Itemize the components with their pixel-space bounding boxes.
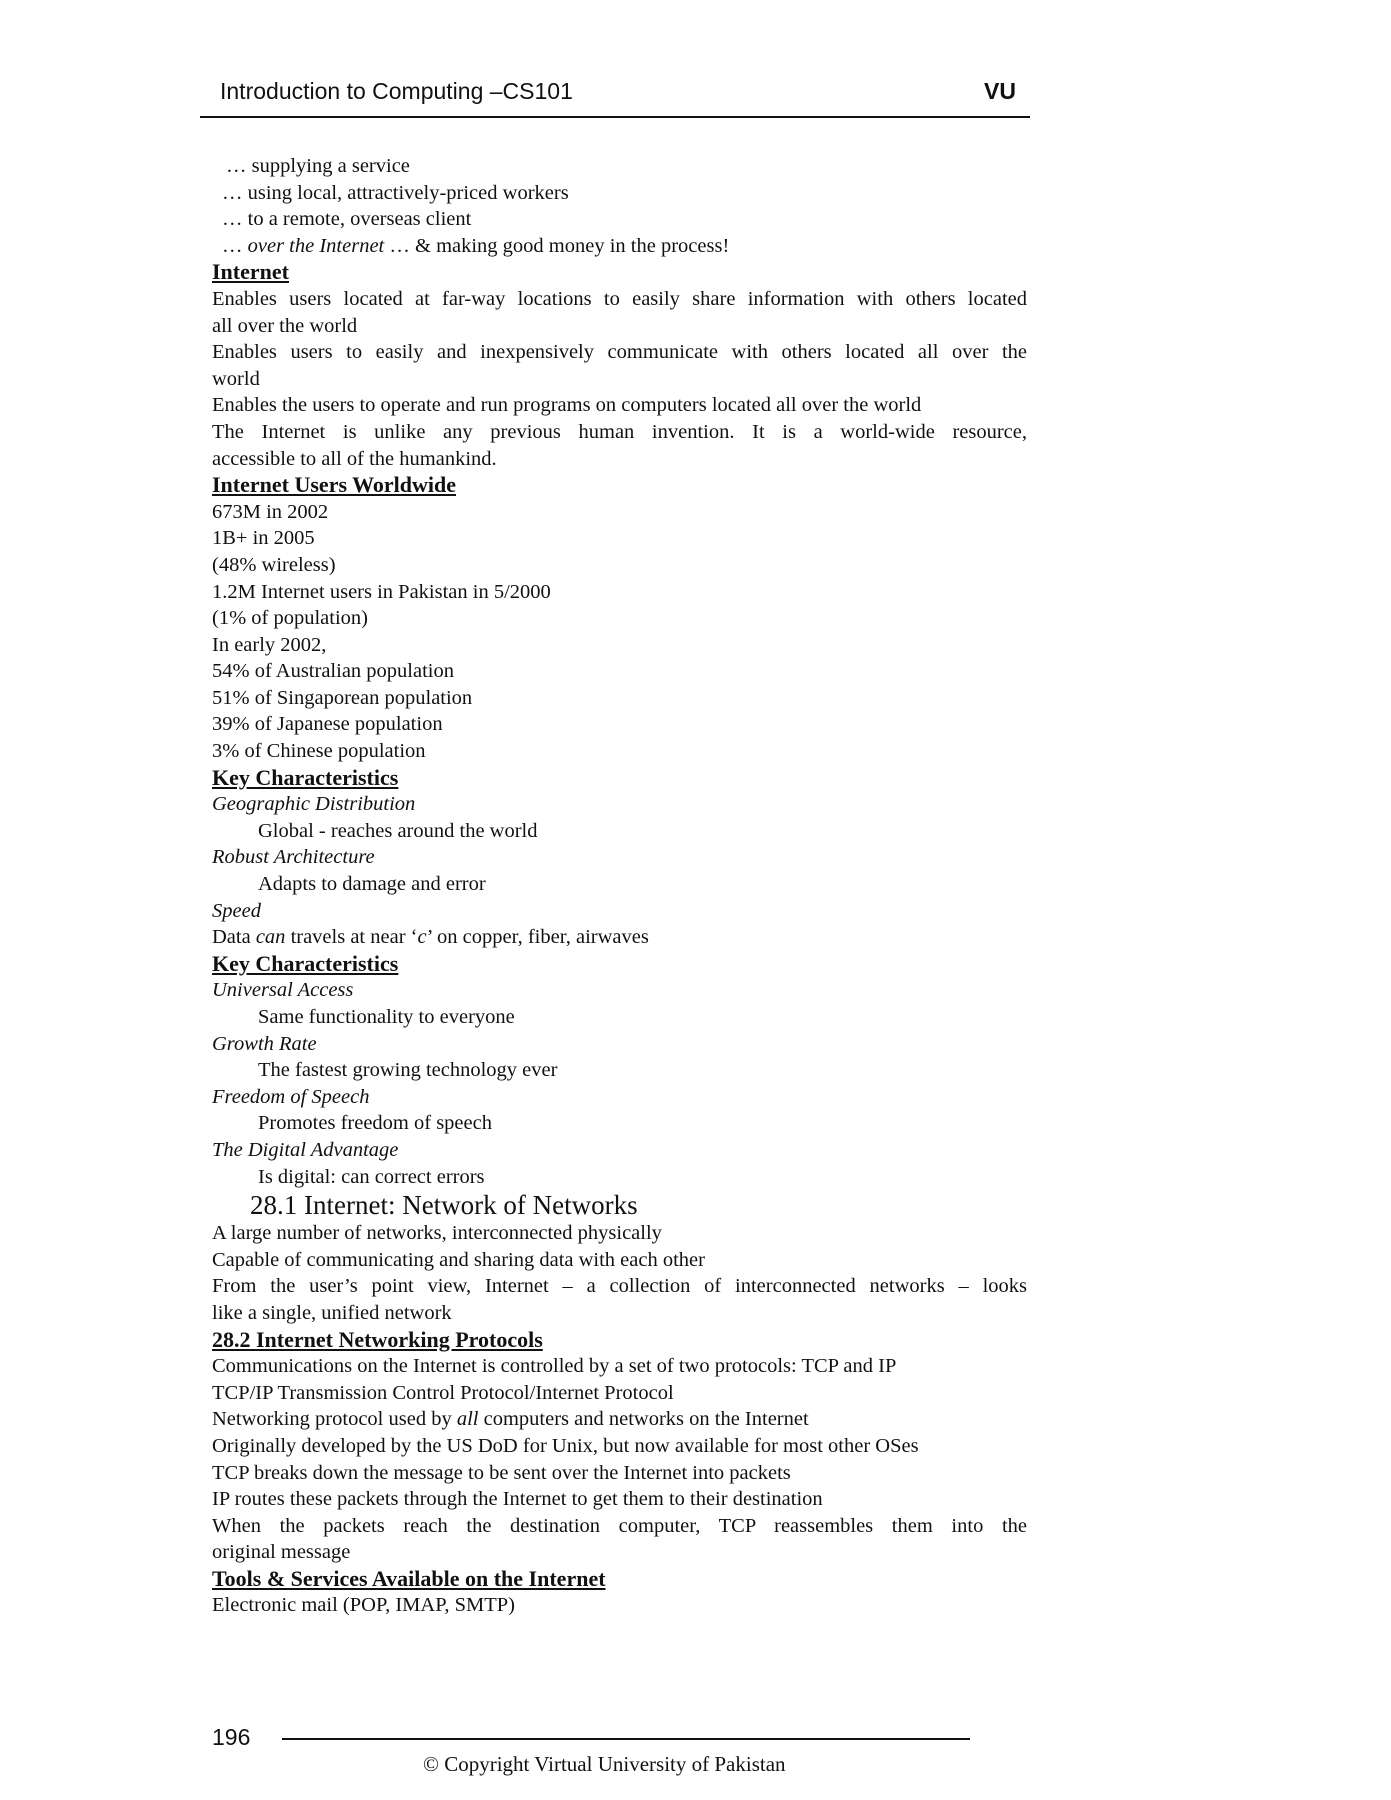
intro-line: … supplying a service [226,155,410,177]
characteristic-label: Universal Access [212,979,354,1002]
page-content [212,153,1027,1619]
paragraph-line: Electronic mail (POP, IMAP, SMTP) [212,1594,515,1617]
stat-line: 1B+ in 2005 [212,527,315,550]
copyright-notice: © Copyright Virtual University of Pakistan [423,1752,786,1776]
protocol-text-end: computers and networks on the Internet [478,1408,809,1431]
characteristic-label: Freedom of Speech [212,1085,370,1108]
speed-text-start: Data [212,926,256,949]
characteristic-label: The Digital Advantage [212,1138,399,1161]
paragraph-line: original message [212,1541,351,1564]
protocol-text-start: Networking protocol used by [212,1408,457,1431]
stat-line: 51% of Singaporean population [212,686,473,709]
stat-line: 39% of Japanese population [212,713,443,736]
paragraph-line: Communications on the Internet is controlled by a set of two protocols: TCP and IP [212,1355,897,1378]
heading-key-characteristics: Key Characteristics [212,950,399,976]
paragraph-line: TCP/IP Transmission Control Protocol/Internet Protocol [212,1381,674,1404]
paragraph-line: A large number of networks, interconnected physically [212,1222,662,1245]
stat-line: 54% of Australian population [212,660,454,683]
intro-line: … using local, attractively-priced workers [222,181,569,204]
stat-line: (48% wireless) [212,553,336,576]
characteristic-text: Promotes freedom of speech [258,1112,492,1135]
paragraph-line: all over the world [212,314,358,337]
section-title-28-1: 28.1 Internet: Network of Networks [250,1190,638,1221]
characteristic-label: Robust Architecture [212,846,375,869]
stat-line: In early 2002, [212,633,327,656]
characteristic-label: Speed [212,899,261,922]
page-number: 196 [212,1724,251,1750]
paragraph-line: Enables users located at far-way locations to easily share information with others located [212,287,1027,310]
paragraph-line: accessible to all of the humankind. [212,447,497,470]
speed-can: can [255,926,286,949]
characteristic-text: Global - reaches around the world [258,819,538,842]
characteristic-text: Is digital: can correct errors [258,1165,485,1188]
characteristic-text: Adapts to damage and error [258,873,486,896]
stat-line: 1.2M Internet users in Pakistan in 5/2000 [212,580,551,603]
intro-suffix: … & making good money in the process! [384,234,730,257]
characteristic-text: The fastest growing technology ever [258,1059,558,1082]
paragraph-line: From the user’s point view, Internet – a collection of interconnected networks – looks [212,1275,1027,1298]
paragraph-line: Capable of communicating and sharing data with each other [212,1248,705,1271]
paragraph-line: The Internet is unlike any previous human invention. It is a world-wide resource, [212,420,1027,443]
heading-tools-services: Tools & Services Available on the Internet [212,1565,606,1591]
page-header [200,74,1030,118]
heading-key-characteristics: Key Characteristics [212,764,399,790]
speed-text-end: ’ on copper, fiber, airwaves [426,926,649,949]
paragraph-line: TCP breaks down the message to be sent over the Internet into packets [212,1461,791,1484]
intro-emphasis: over the Internet [247,234,385,257]
stat-line: 3% of Chinese population [212,740,426,763]
paragraph-line: IP routes these packets through the Internet to get them to their destination [212,1488,823,1511]
footer-divider [282,1738,970,1740]
university-label: VU [984,78,1016,104]
paragraph-line: Originally developed by the US DoD for Unix, but now available for most other OSes [212,1434,919,1457]
paragraph-line: Enables the users to operate and run programs on computers located all over the world [212,394,922,417]
paragraph-line: like a single, unified network [212,1301,452,1324]
heading-internet: Internet [212,259,289,285]
paragraph-line: When the packets reach the destination computer, TCP reassembles them into the [212,1514,1027,1537]
heading-internet-users: Internet Users Worldwide [212,472,457,498]
characteristic-text [212,924,1027,951]
paragraph-line: Enables users to easily and inexpensively communicate with others located all over the [212,341,1027,364]
speed-c: c [417,926,427,949]
intro-line [212,233,1027,260]
intro-line: … to a remote, overseas client [222,208,472,231]
intro-prefix: … [222,234,248,257]
course-title: Introduction to Computing –CS101 [220,78,573,104]
protocol-all: all [456,1408,479,1431]
characteristic-label: Geographic Distribution [212,793,416,816]
stat-line: 673M in 2002 [212,500,329,523]
heading-28-2: 28.2 Internet Networking Protocols [212,1326,543,1352]
page-footer [0,1710,1391,1800]
paragraph-line: world [212,367,260,390]
stat-line: (1% of population) [212,607,368,630]
paragraph-line [212,1406,1027,1433]
speed-text-mid: travels at near ‘ [285,926,418,949]
characteristic-label: Growth Rate [212,1032,317,1055]
characteristic-text: Same functionality to everyone [258,1006,515,1028]
